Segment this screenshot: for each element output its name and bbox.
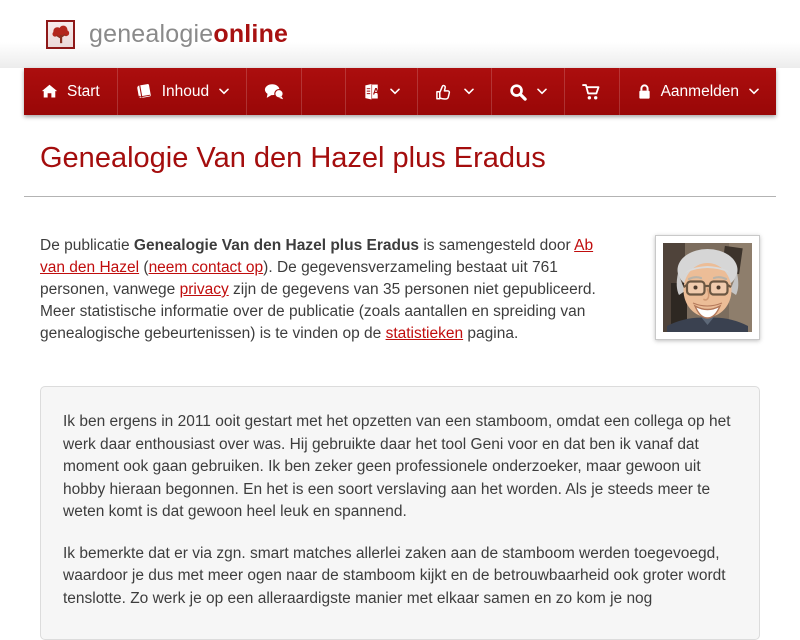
- translate-icon: [363, 83, 380, 101]
- brand-name-gray: genealogie: [89, 19, 214, 48]
- intro-text-part: De publicatie: [40, 237, 134, 254]
- intro-text-part: zijn de gegevens van 35 personen niet gepubliceerd. Meer statistische informatie over de publicatie (zoals aantallen en spreiding van genealogische gebeurtenissen) is te vinden op de: [40, 281, 596, 342]
- intro-text-part: pagina.: [463, 325, 519, 342]
- chevron-down-icon: [390, 88, 400, 95]
- intro-text-part: ). De gegevensverzameling bestaat uit 761 personen, vanwege: [40, 259, 558, 298]
- nav-item-aanmelden[interactable]: [619, 68, 776, 115]
- tree-icon[interactable]: [46, 20, 75, 49]
- link-contact[interactable]: neem contact op: [148, 259, 264, 276]
- main-content: [0, 142, 800, 640]
- story-paragraph-2: Ik bemerkte dat er via zgn. smart matches allerlei zaken aan de stamboom werden toegevoegd, waardoor je dus met meer ogen naar de stamboom kijkt en de betrouwbaarheid ook groter wordt tenslotte. Zo werk je op een alleraardigste manier met elkaar samen en zo kom je nog: [63, 544, 726, 607]
- intro-text-part: is samengesteld door: [419, 237, 575, 254]
- page-title: Genealogie Van den Hazel plus Eradus: [40, 142, 546, 174]
- author-portrait-image: [663, 243, 752, 332]
- nav-spacer: [301, 68, 344, 115]
- link-privacy[interactable]: privacy: [179, 281, 229, 298]
- chevron-down-icon: [219, 88, 229, 95]
- nav-item-winkelwagen[interactable]: [564, 68, 619, 115]
- nav-item-start[interactable]: [24, 68, 117, 115]
- story-box: [40, 386, 760, 640]
- chevron-down-icon: [749, 88, 759, 95]
- intro-text-part: (: [139, 259, 149, 276]
- intro-section: [40, 235, 760, 350]
- chevron-down-icon: [464, 88, 474, 95]
- svg-text:A: A: [372, 86, 379, 97]
- link-statistieken[interactable]: statistieken: [385, 325, 464, 342]
- nav-item-inhoud[interactable]: [117, 68, 246, 115]
- nav-item-berichten[interactable]: [246, 68, 301, 115]
- search-icon: [509, 83, 527, 101]
- comments-icon: [264, 83, 284, 100]
- home-icon: [41, 83, 58, 100]
- cart-icon: [582, 83, 602, 101]
- lock-icon: [637, 83, 652, 100]
- link-author[interactable]: Ab van den Hazel: [40, 237, 594, 276]
- nav-label: Start: [67, 82, 100, 100]
- story-paragraph-1: Ik ben ergens in 2011 ooit gestart met het opzetten van een stamboom, omdat een collega op het werk daar enthousiast over was. Hij gebruikte daar het tool Geni voor en dat ben ik vanaf dat moment ook gaan gebruiken. Ik ben zeker geen professionele onderzoeker, maar gewoon uit hobby hieraan begonnen. En het is een soort verslaving aan het worden. Als je steeds meer te weten komt is dat gewoon heel leuk en spannend.: [63, 413, 731, 520]
- publication-name: Genealogie Van den Hazel plus Eradus: [133, 237, 420, 254]
- site-header: [0, 0, 800, 68]
- chevron-down-icon: [537, 88, 547, 95]
- book-icon: [135, 83, 153, 101]
- nav-item-taal[interactable]: [345, 68, 417, 115]
- nav-label: Aanmelden: [660, 82, 739, 100]
- author-photo: [655, 235, 760, 340]
- intro-paragraph: [40, 235, 760, 345]
- nav-item-waardering[interactable]: [417, 68, 491, 115]
- brand-logo[interactable]: [89, 20, 288, 49]
- main-nav: [24, 68, 776, 115]
- nav-label: Inhoud: [161, 82, 210, 100]
- title-divider: [24, 196, 776, 197]
- nav-item-zoeken[interactable]: [491, 68, 564, 115]
- brand-name-red: online: [213, 19, 289, 48]
- thumbs-up-icon: [435, 83, 454, 101]
